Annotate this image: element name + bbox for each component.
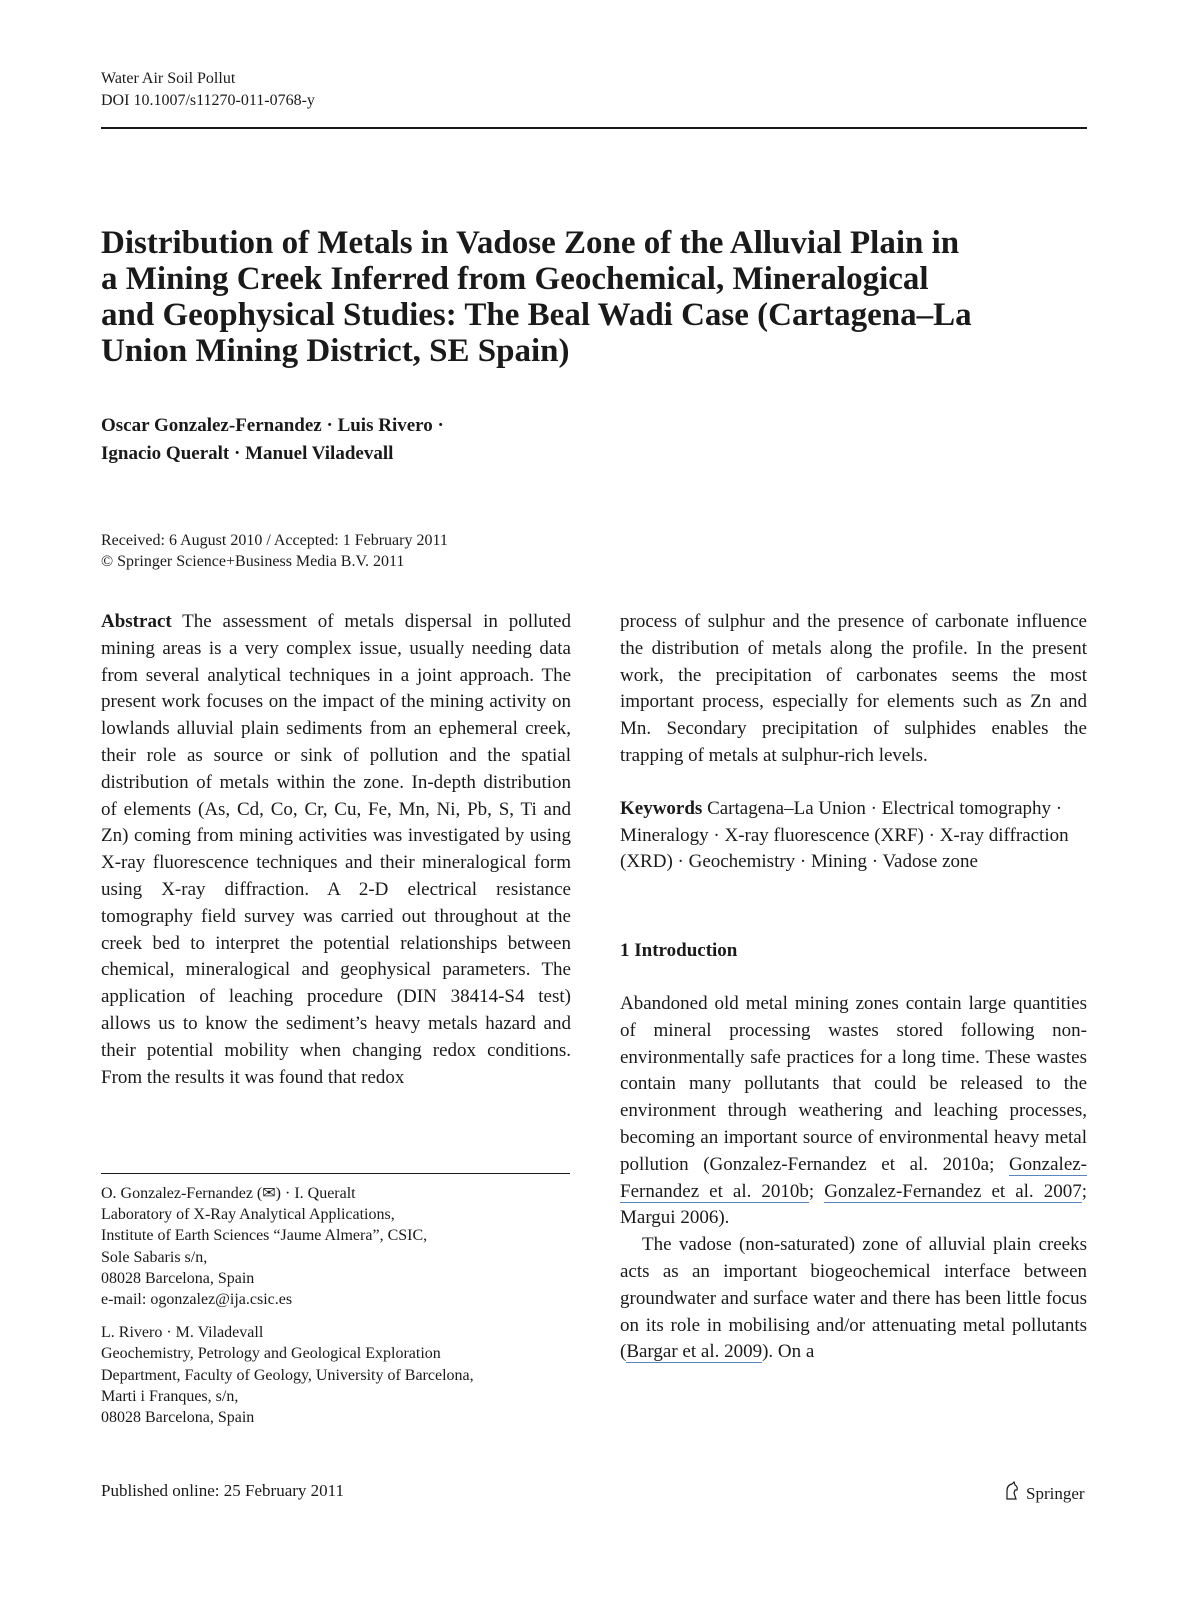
right-column (620, 609, 1087, 1366)
affiliation-1-street: Sole Sabaris s/n, (101, 1248, 208, 1266)
abstract-label: Abstract (101, 611, 172, 632)
published-online: Published online: 25 February 2011 (101, 1481, 345, 1500)
affiliation-2-authors: L. Rivero · M. Viladevall (101, 1324, 264, 1342)
journal-name: Water Air Soil Pollut (101, 70, 236, 87)
abstract-text-left: The assessment of metals dispersal in polluted mining areas is a very complex issue, usually needing data from several analytical techniques in a joint approach. The present work focuses on the impact of the mining activity on lowlands alluvial plain sediments from an ephemeral creek, their role as source or sink of pollution and the spatial distribution of metals within the zone. In-depth distribution of elements (As, Cd, Co, Cr, Cu, Fe, Mn, Ni, Pb, S, Ti and Zn) coming from mining activities was investigated by using X-ray fluorescence techniques and their mineralogical form using X-ray diffraction. A 2-D electrical resistance tomography field survey was carried out throughout at the creek bed to interpret the potential relationships between chemical, mineralogical and geophysical parameters. The application of leaching procedure (DIN 38414-S4 test) allows us to know the sediment’s heavy metals hazard and their potential mobility when changing redox conditions. From the results it was found that redox (101, 611, 571, 1088)
citation-end: ). (718, 1207, 730, 1229)
section-heading-introduction: 1 Introduction (620, 940, 738, 962)
doi: DOI 10.1007/s11270-011-0768-y (101, 92, 315, 109)
citation-link[interactable]: 2010a (942, 1153, 990, 1175)
affiliations (101, 1183, 570, 1440)
authors-line-1: Oscar Gonzalez-Fernandez · Luis Rivero · (101, 415, 444, 436)
footnote-rule (101, 1173, 570, 1174)
abstract (101, 609, 571, 1091)
citation-link[interactable]: 2006 (680, 1207, 719, 1229)
citation-link[interactable]: Gonzalez-Fernandez et al. 2007 (824, 1180, 1082, 1202)
affiliation-2-street: Marti i Franques, s/n, (101, 1387, 239, 1405)
affiliation-1-authors: O. Gonzalez-Fernandez (✉) · I. Queralt (101, 1185, 356, 1202)
affiliation-1 (101, 1183, 570, 1310)
affiliation-2-city: 08028 Barcelona, Spain (101, 1409, 255, 1427)
left-column (101, 609, 571, 1091)
article-title: Distribution of Metals in Vadose Zone of the Alluvial Plain in a Mining Creek Inferred from Geochemical, Mineralogical and Geophysical Studies: The Beal Wadi Case (Cartagena–La Union Mining District, SE Spain) (101, 225, 972, 369)
author-list (101, 412, 701, 468)
citation-separator: ; (989, 1153, 1009, 1175)
header-rule (101, 127, 1087, 129)
intro-paragraph-2 (620, 1232, 1087, 1366)
keywords-label: Keywords (620, 797, 703, 819)
citation-link[interactable]: Bargar et al. 2009 (626, 1341, 763, 1363)
affiliation-1-lab: Laboratory of X-Ray Analytical Applications, (101, 1206, 395, 1224)
article-dates (101, 530, 448, 572)
intro-p1-text: Abandoned old metal mining zones contain large quantities of mineral processing wastes stored following non-environmentally safe practices for a long time. These wastes contain many pollutants that could be released to the environment through weathering and leaching processes, becoming an important source of environmental heavy metal pollution (Gonzalez-Fernandez et al. (620, 992, 1087, 1175)
affiliation-1-institute: Institute of Earth Sciences “Jaume Almera”, CSIC, (101, 1227, 428, 1245)
citation-separator: ; (808, 1180, 825, 1202)
springer-horse-icon (1004, 1481, 1020, 1506)
affiliation-2-dept-1: Geochemistry, Petrology and Geological Exploration (101, 1345, 441, 1363)
publisher-name: Springer (1026, 1483, 1085, 1503)
copyright: © Springer Science+Business Media B.V. 2011 (101, 553, 405, 570)
publisher-logo (1004, 1481, 1085, 1506)
intro-p2-end: ). On a (762, 1341, 815, 1363)
affiliation-1-city: 08028 Barcelona, Spain (101, 1269, 255, 1287)
received-accepted: Received: 6 August 2010 / Accepted: 1 February 2011 (101, 532, 448, 549)
citation-link[interactable]: Gonzalez-Fernandez et al. 2010b (620, 1153, 1088, 1202)
intro-paragraph-1 (620, 991, 1087, 1232)
keywords-text: Cartagena–La Union · Electrical tomography · Mineralogy · X-ray fluorescence (XRF) · X-ray diffraction (XRD) · Geochemistry · Mining · Vadose zone (620, 797, 1069, 873)
affiliation-2-dept-2: Department, Faculty of Geology, University of Barcelona, (101, 1366, 474, 1384)
citation-separator: ; Margui (620, 1180, 1087, 1229)
intro-p2-text: The vadose (non-saturated) zone of alluvial plain creeks acts as an important biogeochemical interface between groundwater and surface water and there has been little focus on its role in mobilising and/or attenuating metal pollutants ( (620, 1234, 1087, 1363)
journal-header (101, 68, 315, 112)
affiliation-1-email[interactable]: e-mail: ogonzalez@ija.csic.es (101, 1291, 293, 1309)
keywords (620, 796, 1087, 876)
abstract-continued: process of sulphur and the presence of carbonate influence the distribution of metals along the profile. In the present work, the precipitation of carbonates seems the most important process, especially for elements such as Zn and Mn. Secondary precipitation of sulphides enables the trapping of metals at sulphur-rich levels. (620, 611, 1087, 766)
authors-line-2: Ignacio Queralt · Manuel Viladevall (101, 443, 394, 464)
affiliation-2 (101, 1322, 570, 1428)
